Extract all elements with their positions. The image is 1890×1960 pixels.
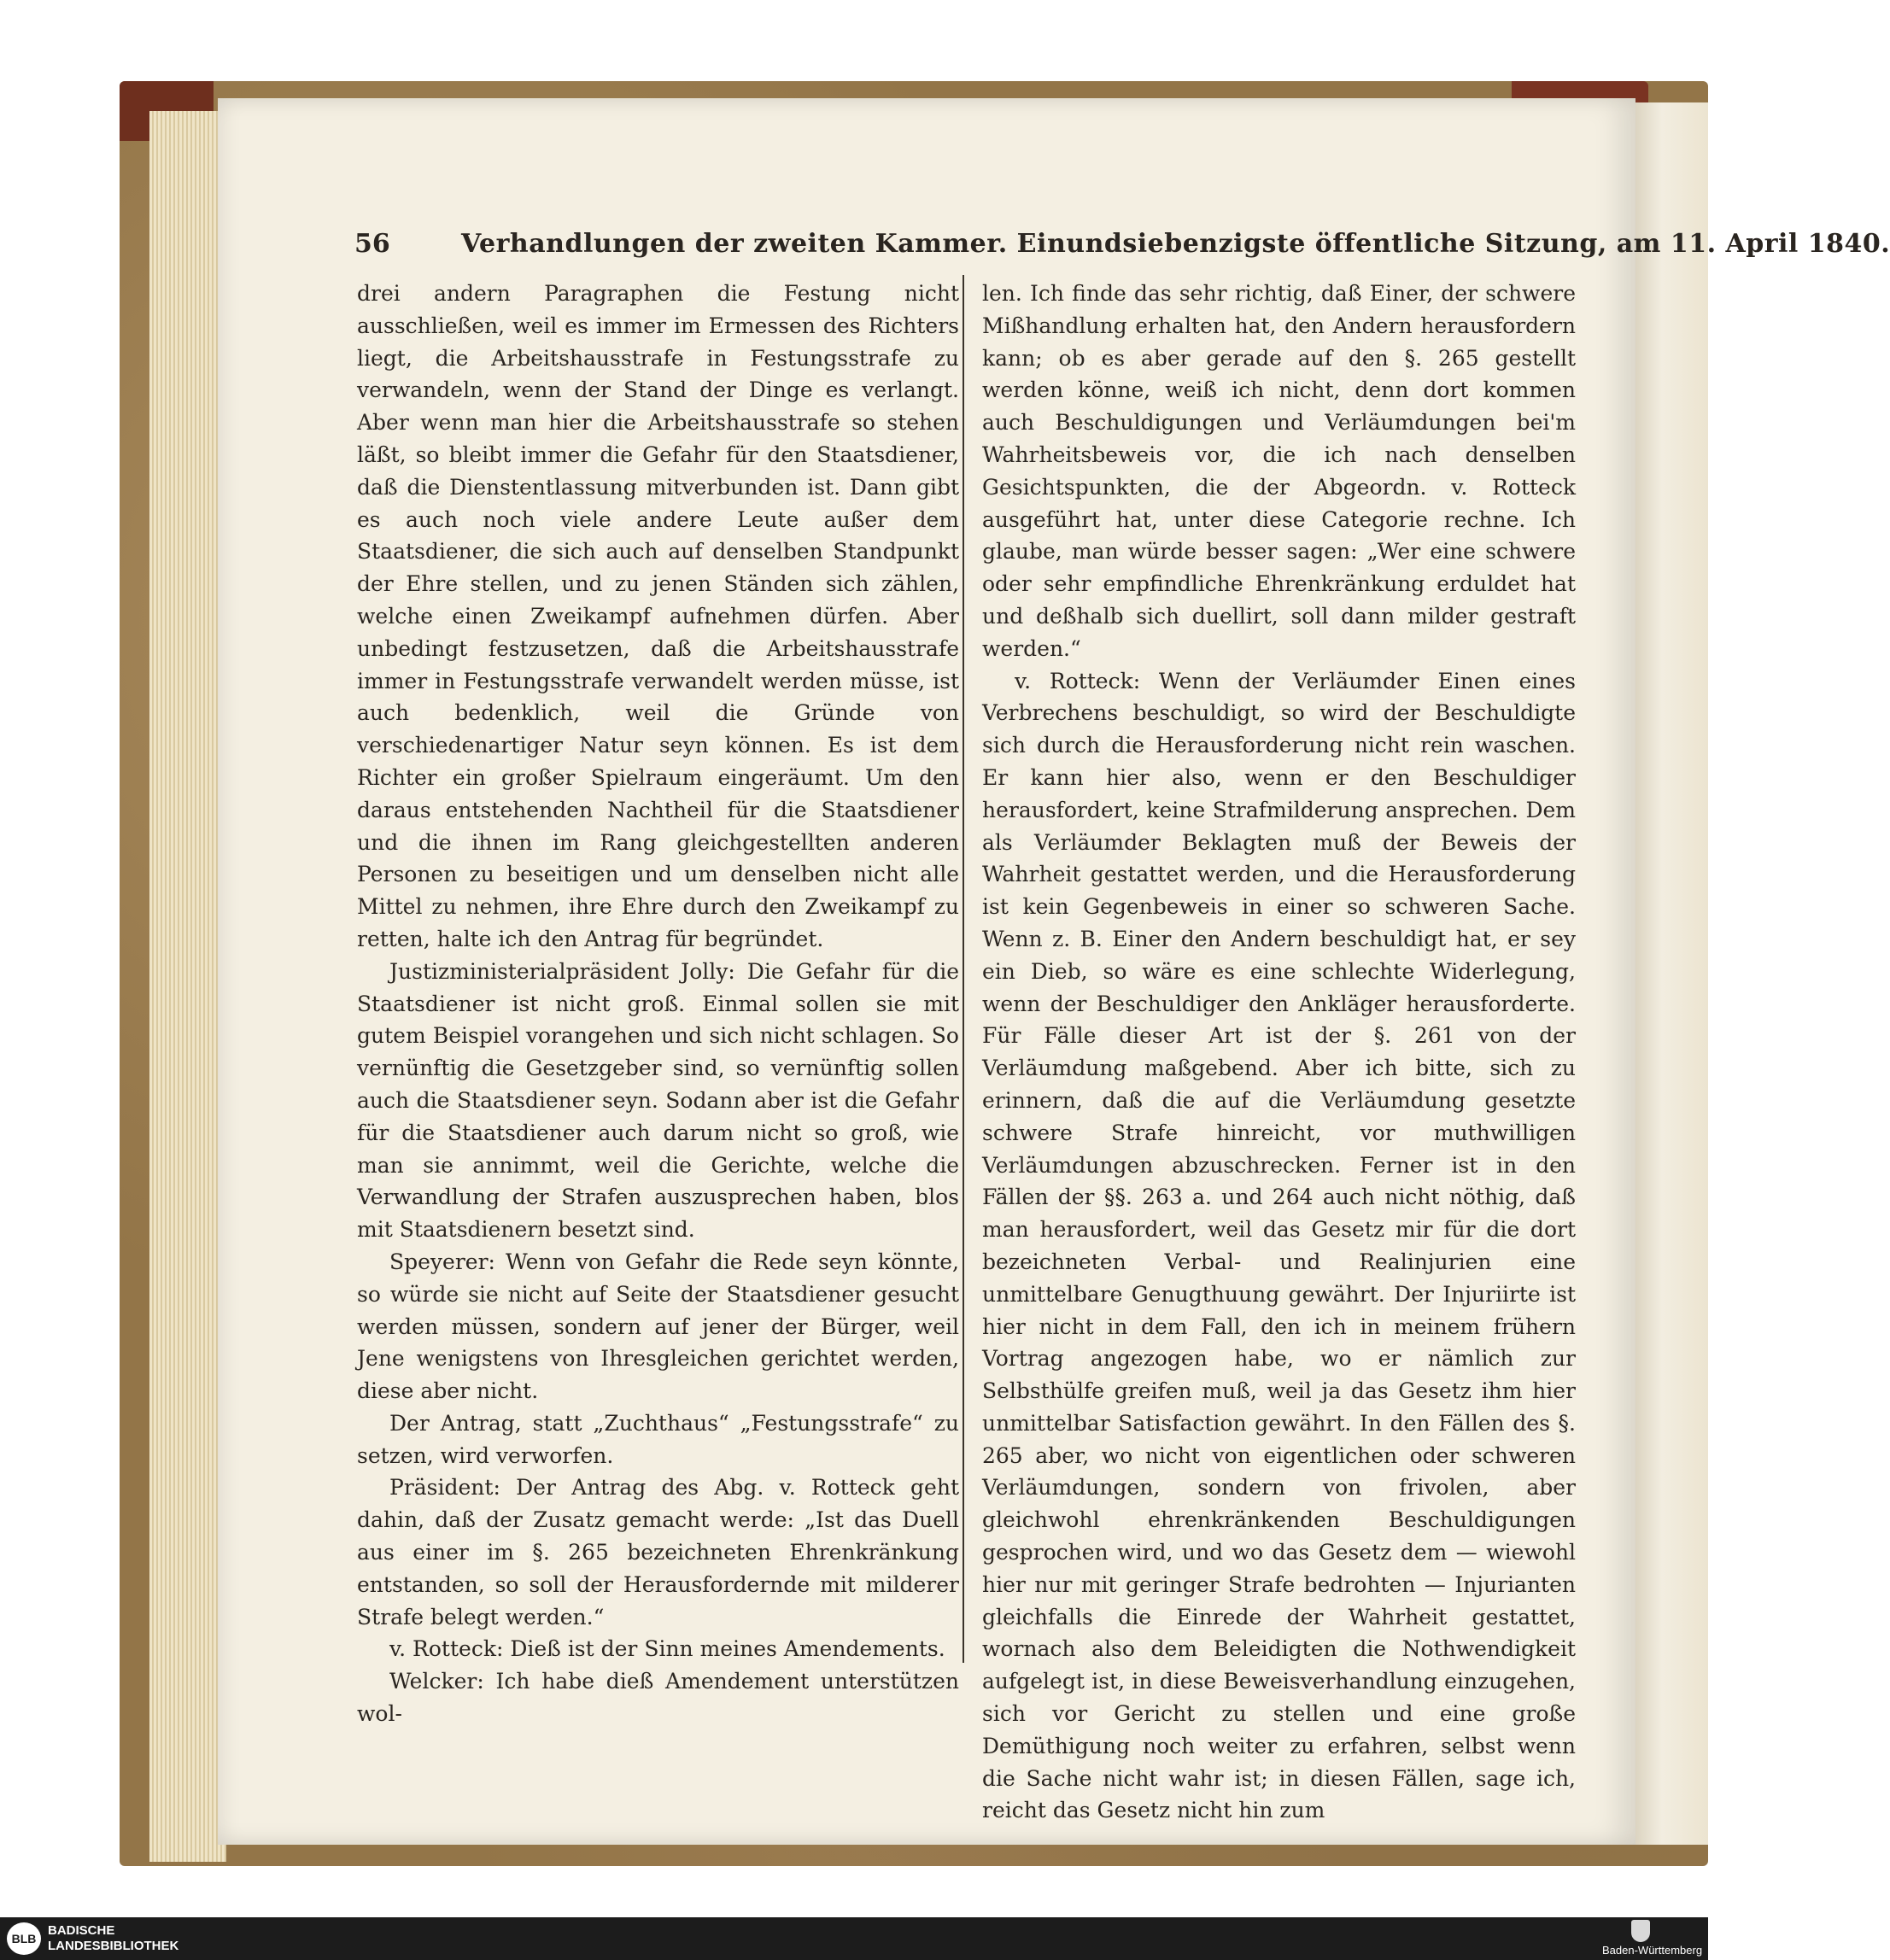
coat-of-arms-icon bbox=[1631, 1920, 1650, 1942]
paragraph: len. Ich finde das sehr richtig, daß Einer, der schwere Mißhandlung erhalten hat, den Andern herausfordern kann; ob es aber gerade auf den §. 265 gestellt werden könne, weiß ich nicht, denn dort kommen auch Beschuldigungen und Verläumdungen bei'm Wahrheitsbeweis vor, die ich nach denselben Gesichtspunkten, die der Abgeordn. v. Rotteck ausgeführt hat, unter diese Categorie rechne. Ich glaube, man würde besser sagen: „Wer eine schwere oder sehr empfindliche Ehrenkränkung erduldet hat und deßhalb sich duellirt, soll dann milder gestraft werden.“ bbox=[982, 281, 1576, 661]
logo-text: BLB bbox=[11, 1932, 37, 1945]
state-label: Baden-Württemberg bbox=[1602, 1944, 1703, 1957]
running-header bbox=[354, 229, 1890, 263]
column-divider bbox=[963, 275, 964, 1663]
library-name bbox=[48, 1923, 178, 1954]
paragraph: Justizministerialpräsident Jolly: Die Gefahr für die Staatsdiener ist nicht groß. Einmal sollen sie mit gutem Beispiel vorangehen und sich nicht schlagen. So vernünftig die Gesetzgeber sind, so vernünftig sollen auch die Staatsdiener seyn. Sodann aber ist die Gefahr für die Staatsdiener auch darum nicht so groß, wie man sie annimmt, weil die Gerichte, welche die Verwandlung der Strafen auszusprechen haben, blos mit Staatsdienern besetzt sind. bbox=[357, 958, 959, 1243]
blb-logo bbox=[7, 1922, 41, 1955]
page-number: 56 bbox=[354, 229, 390, 259]
paragraph: v. Rotteck: Dieß ist der Sinn meines Amendements. bbox=[389, 1636, 945, 1662]
library-name-line1: BADISCHE bbox=[48, 1923, 115, 1938]
paragraph: Präsident: Der Antrag des Abg. v. Rotteck geht dahin, daß der Zusatz gemacht werde: „Ist das Duell aus einer im §. 265 bezeichneten Ehrenkränkung entstanden, so soll der Herausfordernde mit milderer Strafe belegt werden.“ bbox=[357, 1475, 959, 1629]
right-column bbox=[982, 278, 1576, 1827]
next-page-edge bbox=[1631, 102, 1708, 1845]
paragraph: Speyerer: Wenn von Gefahr die Rede seyn könnte, so würde sie nicht auf Seite der Staatsdiener gesucht werden müssen, sondern auf jener der Bürger, weil Jene wenigstens von Ihresgleichen gerichtet werden, diese aber nicht. bbox=[357, 1249, 959, 1404]
page-edges bbox=[149, 111, 226, 1862]
left-column bbox=[357, 278, 959, 1730]
paragraph: v. Rotteck: Wenn der Verläumder Einen eines Verbrechens beschuldigt, so wird der Beschuldigte sich durch die Herausforderung nicht rein waschen. Er kann hier also, wenn er den Beschuldiger herausfordert, keine Strafmilderung ansprechen. Dem als Verläumder Beklagten muß der Beweis der Wahrheit gestattet werden, und die Herausforderung ist kein Gegenbeweis in einer so schweren Sache. Wenn z. B. Einer den Andern beschuldigt hat, er sey ein Dieb, so wäre es eine schlechte Widerlegung, wenn der Beschuldiger den Ankläger herausforderte. Für Fälle dieser Art ist der §. 261 von der Verläumdung maßgebend. Aber ich bitte, sich zu erinnern, daß die auf die Verläumdung gesetzte schwere Strafe hinreicht, vor muthwilligen Verläumdungen abzuschrecken. Ferner ist in den Fällen der §§. 263 a. und 264 auch nicht nöthig, daß man herausfordert, weil das Gesetz mir für die dort bezeichneten Verbal- und Realinjurien eine unmittelbare Genugthuung gewährt. Der Injuriirte ist hier nicht in dem Fall, den ich in meinem frühern Vortrag angezogen habe, wo er nämlich zur Selbsthülfe greifen muß, weil ja das Gesetz ihm hier unmittelbar Satisfaction gewährt. In den Fällen des §. 265 aber, wo nicht von eigentlichen oder schweren Verläumdungen, sondern von frivolen, aber gleichwohl ehrenkränkenden Beschuldigungen gesprochen wird, und wo das Gesetz dem — wiewohl hier nur mit geringer Strafe bedrohten — Injurianten gleichfalls die Einrede der Wahrheit gestattet, wornach also dem Beleidigten die Nothwendigkeit aufgelegt ist, in diese Beweisverhandlung einzugehen, sich vor Gericht zu stellen und eine große Demüthigung noch weiter zu erfahren, selbst wenn die Sache nicht wahr ist; in diesen Fällen, sage ich, reicht das Gesetz nicht hin zum bbox=[982, 668, 1576, 1823]
paragraph: Welcker: Ich habe dieß Amendement unterstützen wol- bbox=[357, 1669, 959, 1727]
viewer-footer bbox=[0, 1917, 1708, 1960]
header-title: Verhandlungen der zweiten Kammer. Einundsiebenzigste öffentliche Sitzung, am 11. April 1840. bbox=[461, 229, 1890, 259]
library-name-line2: LANDESBIBLIOTHEK bbox=[48, 1939, 179, 1953]
paragraph: Der Antrag, statt „Zuchthaus“ „Festungsstrafe“ zu setzen, wird verworfen. bbox=[357, 1410, 959, 1468]
paragraph: drei andern Paragraphen die Festung nicht ausschließen, weil es immer im Ermessen des Richters liegt, die Arbeitshausstrafe in Festungsstrafe zu verwandeln, wenn der Stand der Dinge es verlangt. Aber wenn man hier die Arbeitshausstrafe so stehen läßt, so bleibt immer die Gefahr für den Staatsdiener, daß die Dienstentlassung mitverbunden ist. Dann gibt es auch noch viele andere Leute außer dem Staatsdiener, die sich auch auf denselben Standpunkt der Ehre stellen, und zu jenen Ständen sich zählen, welche einen Zweikampf aufnehmen dürfen. Aber unbedingt festzusetzen, daß die Arbeitshausstrafe immer in Festungsstrafe verwandelt werden müsse, ist auch bedenklich, weil die Gründe von verschiedenartiger Natur seyn können. Es ist dem Richter ein großer Spielraum eingeräumt. Um den daraus entstehenden Nachtheil für die Staatsdiener und die ihnen im Rang gleichgestellten anderen Personen zu beseitigen und um denselben nicht alle Mittel zu nehmen, ihre Ehre durch den Zweikampf zu retten, halte ich den Antrag für begründet. bbox=[357, 281, 959, 951]
